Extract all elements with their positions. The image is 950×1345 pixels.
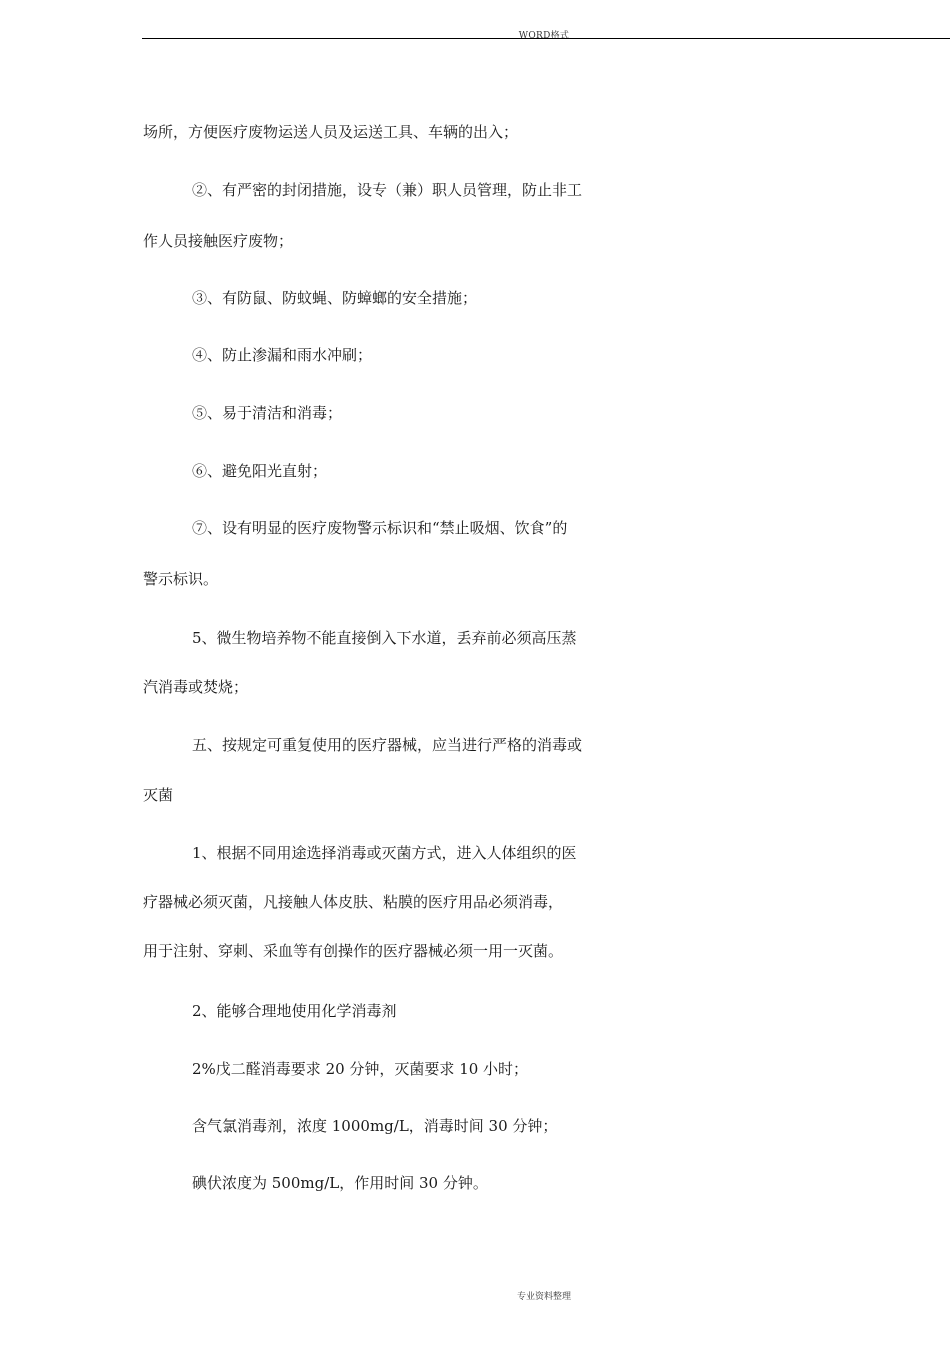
body-line: 碘伏浓度为 500mg/L，作用时间 30 分钟。: [192, 1174, 488, 1192]
body-line: 场所，方便医疗废物运送人员及运送工具、车辆的出入；: [143, 123, 519, 141]
body-line: 用于注射、穿刺、采血等有创操作的医疗器械必须一用一灭菌。: [143, 942, 564, 960]
body-line: 2%戊二醛消毒要求 20 分钟，灭菌要求 10 小时；: [192, 1060, 529, 1078]
body-line: ⑦、设有明显的医疗废物警示标识和“禁止吸烟、饮食”的: [192, 519, 568, 537]
body-line: 含气氯消毒剂，浓度 1000mg/L，消毒时间 30 分钟；: [192, 1117, 558, 1135]
body-line: ⑥、避免阳光直射；: [192, 462, 328, 480]
body-line: 警示标识。: [143, 570, 219, 588]
body-line: 作人员接触医疗废物；: [143, 232, 294, 250]
body-line: 5、微生物培养物不能直接倒入下水道，丢弃前必须高压蒸: [192, 629, 577, 647]
page-header: [0, 0, 950, 40]
body-line: ④、防止渗漏和雨水冲刷；: [192, 346, 373, 364]
header-text: WORD格式: [518, 31, 570, 41]
body-line: ⑤、易于清洁和消毒；: [192, 404, 343, 422]
body-line: 疗器械必须灭菌，凡接触人体皮肤、粘膜的医疗用品必须消毒，: [143, 893, 564, 911]
body-line: 2、能够合理地使用化学消毒剂: [192, 1002, 397, 1020]
body-line: 汽消毒或焚烧；: [143, 678, 249, 696]
body-line: 1、根据不同用途选择消毒或灭菌方式，进入人体组织的医: [192, 844, 577, 862]
body-line: 五、按规定可重复使用的医疗器械，应当进行严格的消毒或: [192, 736, 583, 754]
body-line: ②、有严密的封闭措施，设专（兼）职人员管理，防止非工: [192, 181, 583, 199]
body-line: ③、有防鼠、防蚊蝇、防蟑螂的安全措施；: [192, 289, 478, 307]
page-footer: 专业资料整理: [516, 1292, 571, 1302]
body-line: 灭菌: [143, 786, 174, 804]
header-divider: [142, 38, 950, 39]
